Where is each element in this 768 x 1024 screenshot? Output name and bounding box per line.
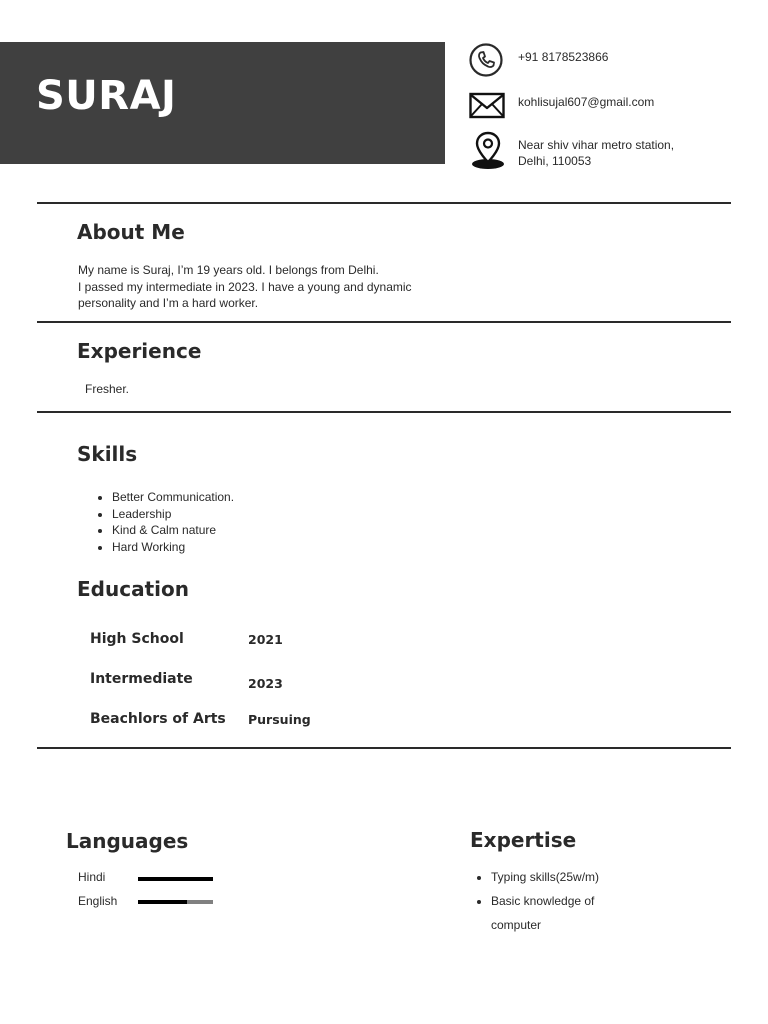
email-address[interactable]: kohlisujal607@gmail.com	[518, 95, 655, 109]
divider	[37, 202, 731, 204]
language-level-fill	[138, 900, 187, 904]
language-level-bar	[138, 900, 213, 904]
language-name: Hindi	[78, 870, 106, 884]
phone-icon	[468, 42, 504, 78]
education-level: Intermediate	[90, 671, 193, 687]
experience-text: Fresher.	[85, 382, 130, 396]
divider	[37, 747, 731, 749]
skills-list	[92, 489, 234, 555]
list-item: • Basic knowledge of	[491, 889, 599, 913]
location-pin-icon	[470, 131, 506, 171]
list-item: • Hard Working	[112, 539, 234, 556]
about-line: personality and I’m a hard worker.	[78, 296, 259, 310]
list-item: • Better Communication.	[112, 489, 234, 506]
language-name: English	[78, 894, 118, 908]
experience-heading: Experience	[77, 339, 202, 363]
education-year: 2023	[248, 676, 283, 691]
language-level-fill	[138, 877, 213, 881]
education-level: Beachlors of Arts	[90, 711, 226, 727]
language-level-bar	[138, 877, 213, 881]
about-line: I passed my intermediate in 2023. I have a young and dynamic	[78, 279, 412, 294]
address-line-1: Near shiv vihar metro station,	[518, 138, 675, 152]
about-text	[78, 262, 412, 312]
about-heading: About Me	[77, 220, 185, 244]
languages-heading: Languages	[66, 829, 189, 853]
candidate-name: SURAJ	[36, 73, 177, 119]
expertise-list	[471, 865, 599, 937]
divider	[37, 321, 731, 323]
address	[518, 137, 674, 169]
education-year: 2021	[248, 632, 283, 647]
education-year: Pursuing	[248, 712, 311, 727]
list-item: • Typing skills(25w/m)	[491, 865, 599, 889]
phone-number[interactable]: +91 8178523866	[518, 50, 609, 64]
list-item: • Leadership	[112, 506, 234, 523]
about-line: My name is Suraj, I’m 19 years old. I belongs from Delhi.	[78, 263, 379, 277]
education-level: High School	[90, 631, 184, 647]
expertise-heading: Expertise	[470, 828, 577, 852]
list-item: • Kind & Calm nature	[112, 522, 234, 539]
list-item-continuation: computer	[491, 918, 542, 932]
address-line-2: Delhi, 110053	[518, 154, 592, 168]
envelope-icon	[469, 92, 505, 120]
divider	[37, 411, 731, 413]
skills-heading: Skills	[77, 442, 138, 466]
education-heading: Education	[77, 577, 189, 601]
